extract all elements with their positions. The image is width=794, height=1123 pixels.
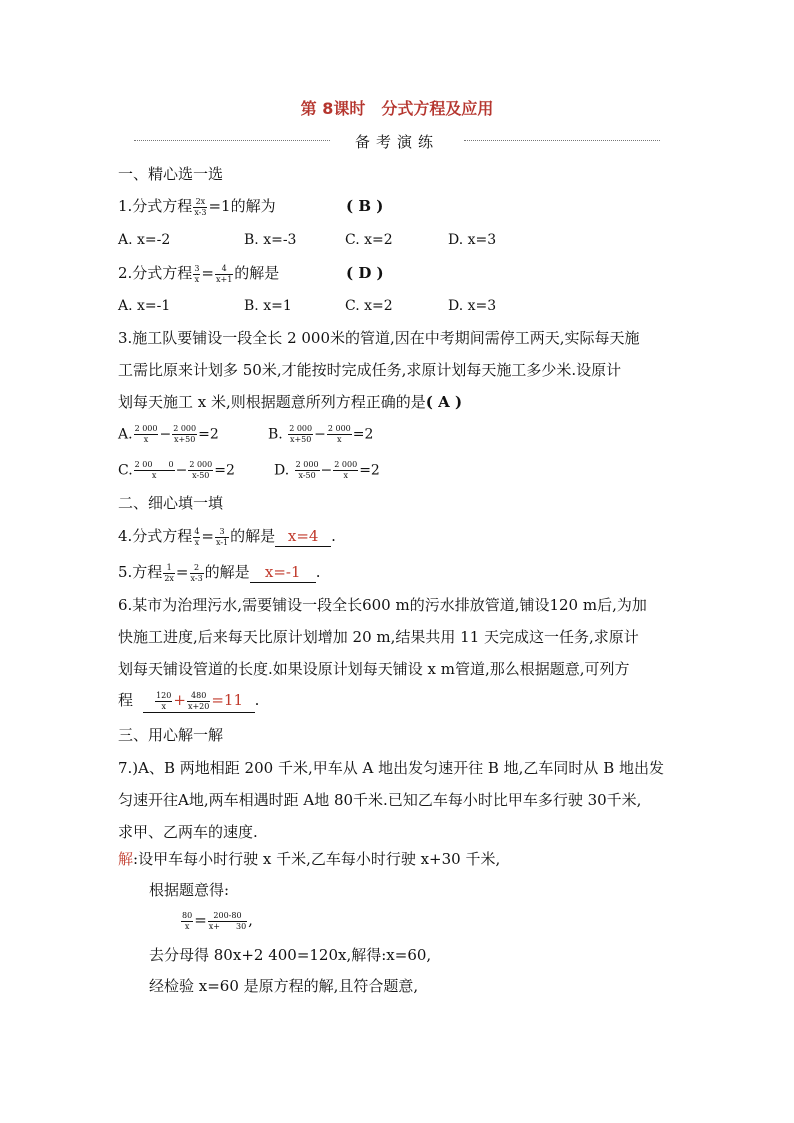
q5-f1d: 2x bbox=[164, 573, 174, 583]
question-1 bbox=[118, 196, 276, 218]
section-heading-2: 二、细心填一填 bbox=[118, 494, 224, 512]
q3-c-frac-2 bbox=[188, 460, 213, 481]
q1-option-b: B. x=-3 bbox=[244, 232, 297, 248]
q3-d-f2n: 2 000 bbox=[334, 460, 358, 469]
sol-f2d: x+ 30 bbox=[208, 921, 247, 931]
q2-f1-den: x bbox=[194, 274, 200, 284]
q2-f2-den: x+1 bbox=[215, 274, 233, 284]
q1-text: 1.分式方程 bbox=[118, 197, 193, 215]
q2-fraction-1 bbox=[193, 264, 200, 285]
q3-c-f2n: 2 000 bbox=[189, 460, 213, 469]
q4-eq: = bbox=[201, 527, 214, 545]
sol-f1d: x bbox=[184, 921, 190, 931]
q3-c-f1n: 2 00 0 bbox=[134, 460, 174, 469]
q3-b-frac-2 bbox=[327, 424, 352, 445]
q3-a-f1d: x bbox=[143, 435, 149, 444]
q2-eq: = bbox=[201, 264, 214, 282]
q3-b-frac-1 bbox=[288, 424, 313, 445]
solution-line-2: 根据题意得: bbox=[149, 881, 230, 899]
q2-option-a: A. x=-1 bbox=[118, 298, 171, 314]
q4-answer-blank: x=4 bbox=[275, 526, 331, 547]
q5-eq: = bbox=[175, 563, 189, 581]
q2-option-b: B. x=1 bbox=[244, 298, 292, 314]
q3-line-3 bbox=[118, 392, 462, 412]
q7-line-2: 匀速开往A地,两车相遇时距 A地 80千米.已知乙车每小时比甲车多行驶 30千米, bbox=[118, 791, 642, 809]
q2-option-c: C. x=2 bbox=[345, 298, 393, 314]
q1-option-c: C. x=2 bbox=[345, 232, 393, 248]
q4-f1d: x bbox=[194, 537, 200, 547]
q7-line-1: 7.)A、B 两地相距 200 千米,甲车从 A 地出发匀速开往 B 地,乙车同时从 B 地出发 bbox=[118, 759, 664, 777]
q3-option-a bbox=[118, 424, 219, 445]
dotted-rule-right bbox=[464, 140, 660, 141]
q1-den: x-3 bbox=[194, 207, 207, 217]
q3-d-f1d: x-50 bbox=[298, 471, 316, 480]
q5-f2d: x-3 bbox=[190, 573, 203, 583]
q4-text: 4.分式方程 bbox=[118, 527, 193, 545]
q3-a-op: − bbox=[159, 426, 172, 443]
q6-op: + bbox=[173, 691, 186, 709]
q5-f2n: 2 bbox=[190, 563, 204, 574]
q3-answer: ( A ) bbox=[425, 393, 463, 411]
q3-d-rhs: =2 bbox=[359, 462, 380, 479]
q3-d-f1n: 2 000 bbox=[295, 460, 319, 469]
q7-line-3: 求甲、乙两车的速度. bbox=[118, 823, 258, 841]
section-heading-1: 一、精心选一选 bbox=[118, 165, 224, 183]
q6-f1n: 120 bbox=[156, 690, 172, 700]
sol-comma: , bbox=[248, 911, 253, 929]
q2-option-d: D. x=3 bbox=[448, 298, 497, 314]
q5-text: 5.方程 bbox=[118, 563, 163, 581]
q6-frac-1 bbox=[155, 691, 172, 712]
banner-label: 备考演练 bbox=[354, 133, 439, 151]
q5-fraction-2 bbox=[190, 563, 204, 584]
q3-b-f2n: 2 000 bbox=[327, 424, 351, 433]
q4-text-post: 的解是 bbox=[230, 527, 276, 545]
q3-option-c bbox=[118, 460, 235, 481]
solution-text-1: :设甲车每小时行驶 x 千米,乙车每小时行驶 x+30 千米, bbox=[133, 850, 501, 868]
q1-option-d: D. x=3 bbox=[448, 232, 497, 248]
sol-frac-1 bbox=[181, 911, 193, 932]
q6-frac-2 bbox=[187, 691, 210, 712]
q3-d-f2d: x bbox=[343, 471, 348, 480]
q4-f2n: 3 bbox=[215, 527, 229, 538]
q3-a-f1n: 2 000 bbox=[134, 424, 158, 433]
q3-d-label: D. bbox=[274, 462, 290, 479]
q3-b-f2d: x bbox=[337, 435, 342, 444]
q6-line-1: 6.某市为治理污水,需要铺设一段全长600 m的污水排放管道,铺设120 m后,为加 bbox=[118, 596, 647, 614]
solution-equation bbox=[180, 910, 253, 932]
q2-answer: ( D ) bbox=[346, 264, 384, 282]
q3-a-frac-1 bbox=[134, 424, 159, 445]
q2-f1-num: 3 bbox=[194, 263, 200, 273]
q6-line-3: 划每天铺设管道的长度.如果设原计划每天铺设 x m管道,那么根据题意,可列方 bbox=[118, 660, 630, 678]
q5-answer-blank: x=-1 bbox=[250, 562, 316, 583]
q2-f2-num: 4 bbox=[215, 264, 233, 275]
q6-f2d: x+20 bbox=[187, 701, 210, 711]
q5-end: . bbox=[315, 563, 321, 581]
solution-label: 解 bbox=[118, 850, 134, 868]
q6-end: . bbox=[254, 691, 260, 709]
sol-eq: = bbox=[194, 911, 207, 929]
q4-fraction-1 bbox=[193, 527, 200, 548]
q3-c-rhs: =2 bbox=[214, 462, 235, 479]
q5-f1n: 1 bbox=[163, 563, 175, 574]
q6-text: 程 bbox=[118, 691, 134, 709]
q3-c-f1d: x bbox=[151, 471, 157, 480]
q1-fraction bbox=[193, 197, 207, 218]
q3-c-op: − bbox=[175, 462, 188, 479]
solution-line-1 bbox=[118, 849, 500, 869]
question-2 bbox=[118, 263, 279, 285]
q3-a-f2d: x+50 bbox=[173, 435, 196, 444]
sol-f1n: 80 bbox=[182, 910, 193, 920]
q3-b-rhs: =2 bbox=[352, 426, 374, 443]
q6-f2n: 480 bbox=[187, 691, 210, 702]
q6-f1d: x bbox=[161, 701, 166, 711]
q3-line-1: 3.施工队要铺设一段全长 2 000米的管道,因在中考期间需停工两天,实际每天施 bbox=[118, 329, 640, 347]
q2-text-post: 的解是 bbox=[234, 264, 280, 282]
sol-f2n: 200-80 bbox=[208, 911, 247, 922]
q3-line-2: 工需比原来计划多 50米,才能按时完成任务,求原计划每天施工多少米.设原计 bbox=[118, 361, 622, 379]
q3-b-label: B. bbox=[268, 426, 283, 443]
q6-rhs: =11 bbox=[211, 691, 244, 709]
q3-a-rhs: =2 bbox=[198, 426, 219, 443]
q6-answer-blank bbox=[143, 690, 255, 713]
q3-a-frac-2 bbox=[172, 424, 197, 445]
section-banner bbox=[134, 131, 660, 151]
q2-text: 2.分式方程 bbox=[118, 264, 193, 282]
q1-answer: ( B ) bbox=[346, 197, 384, 215]
question-4 bbox=[118, 526, 336, 548]
q3-a-label: A. bbox=[118, 426, 133, 443]
q3-b-op: − bbox=[314, 426, 326, 443]
q3-c-frac-1 bbox=[134, 460, 175, 481]
solution-line-3: 去分母得 80x+2 400=120x,解得:x=60, bbox=[149, 946, 432, 964]
q3-d-op: − bbox=[320, 462, 333, 479]
q3-b-f1n: 2 000 bbox=[289, 424, 313, 433]
q3-d-frac-2 bbox=[333, 460, 358, 481]
q2-fraction-2 bbox=[215, 264, 233, 285]
sol-frac-2 bbox=[208, 911, 247, 932]
q4-f2d: x-1 bbox=[215, 537, 229, 547]
page-title: 第 8课时 分式方程及应用 bbox=[300, 99, 494, 118]
q3-b-f1d: x+50 bbox=[289, 435, 312, 444]
q1-num: 2x bbox=[193, 197, 207, 208]
q1-option-a: A. x=-2 bbox=[118, 232, 171, 248]
q3-a-f2n: 2 000 bbox=[173, 424, 197, 433]
section-heading-3: 三、用心解一解 bbox=[118, 726, 224, 744]
q3-option-d bbox=[274, 460, 380, 481]
q3-c-f2d: x-50 bbox=[192, 471, 210, 480]
question-5 bbox=[118, 562, 320, 584]
q4-f1n: 4 bbox=[194, 526, 200, 536]
q5-fraction-1 bbox=[163, 563, 175, 584]
q6-line-4 bbox=[118, 690, 259, 713]
q4-fraction-2 bbox=[215, 527, 229, 548]
q3-c-label: C. bbox=[118, 462, 133, 479]
q6-line-2: 快施工进度,后来每天比原计划增加 20 m,结果共用 11 天完成这一任务,求原计 bbox=[118, 628, 639, 646]
q5-text-post: 的解是 bbox=[204, 563, 250, 581]
q1-text-post: =1的解为 bbox=[208, 197, 276, 215]
q4-end: . bbox=[331, 527, 336, 545]
q3-d-frac-1 bbox=[295, 460, 320, 481]
solution-line-4: 经检验 x=60 是原方程的解,且符合题意, bbox=[149, 977, 419, 995]
q3-option-b bbox=[268, 424, 373, 445]
q3-line-3-text: 划每天施工 x 米,则根据题意所列方程正确的是 bbox=[118, 393, 426, 411]
